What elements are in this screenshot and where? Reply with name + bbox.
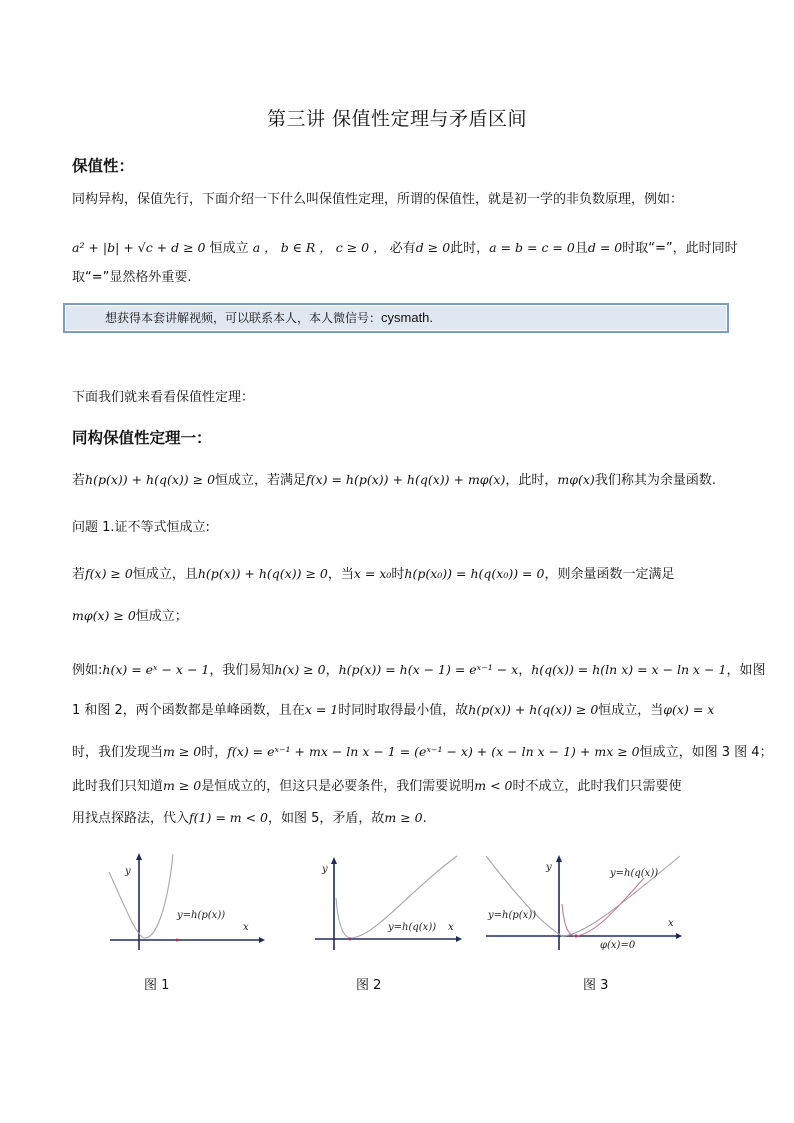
math-expression: h(p(x)) = h(x − 1) = eˣ⁻¹ − x bbox=[338, 662, 519, 677]
figure-2-graph bbox=[312, 852, 462, 952]
math-expression: x = x₀ bbox=[353, 566, 392, 581]
text-fragment: 时取“=”，此时同时 bbox=[622, 241, 738, 256]
paragraph-example-line4 bbox=[72, 776, 682, 797]
curve-label-h-p: y=h(p(x)) bbox=[488, 910, 537, 921]
text-fragment: ， bbox=[518, 663, 532, 678]
math-expression: m ≥ 0 bbox=[384, 810, 423, 825]
text-fragment: . bbox=[422, 811, 427, 826]
math-expression: h(x) = eˣ − x − 1 bbox=[102, 662, 210, 677]
x-axis-label: x bbox=[668, 918, 674, 929]
text-fragment: 必有 bbox=[389, 241, 416, 256]
curve-label-phi: φ(x)=0 bbox=[600, 940, 636, 951]
text-fragment: 此时我们只知道 bbox=[72, 779, 164, 794]
math-expression: f(x) = eˣ⁻¹ + mx − ln x − 1 = (eˣ⁻¹ − x) + (x − ln x − 1) + mx ≥ 0 bbox=[227, 744, 640, 759]
math-expression: d = 0 bbox=[587, 240, 623, 255]
text-fragment: 例如: bbox=[72, 663, 103, 678]
text-fragment: 恒成立，且 bbox=[132, 567, 198, 582]
min-point bbox=[575, 935, 578, 938]
x-axis-arrow bbox=[676, 933, 682, 939]
figure-3-graph bbox=[484, 852, 684, 952]
y-axis-arrow bbox=[331, 857, 337, 864]
text-fragment: 恒成立； bbox=[135, 609, 188, 624]
paragraph-example-line bbox=[72, 238, 738, 259]
text-fragment: 若 bbox=[72, 567, 86, 582]
curve-h-p bbox=[109, 854, 173, 938]
text-fragment: 时同时取得最小值，故 bbox=[338, 703, 469, 718]
contact-note-text: 想获得本套讲解视频，可以联系本人，本人微信号： bbox=[105, 311, 382, 325]
math-expression: x = 1 bbox=[304, 702, 339, 717]
math-expression: h(q(x)) = h(ln x) = x − ln x − 1 bbox=[531, 662, 727, 677]
math-expression: m < 0 bbox=[474, 778, 513, 793]
math-expression: d ≥ 0 bbox=[415, 240, 451, 255]
paragraph-example-line2 bbox=[72, 700, 714, 721]
text-fragment: ，则余量函数一定满足 bbox=[544, 567, 675, 582]
text-fragment: 恒成立，如图 3 图 4； bbox=[639, 745, 773, 760]
text-fragment: ，此时， bbox=[505, 473, 558, 488]
math-expression: mφ(x) ≥ 0 bbox=[72, 608, 136, 623]
text-fragment: 用找点探路法，代入 bbox=[72, 811, 190, 826]
paragraph-example-line3 bbox=[72, 742, 773, 763]
text-fragment: 时 bbox=[391, 567, 405, 582]
math-expression: mφ(x) bbox=[557, 472, 595, 487]
math-expression: a ， b ∈ R ， c ≥ 0 ， bbox=[252, 240, 386, 255]
y-axis-label: y bbox=[546, 862, 552, 873]
figure-3-caption: 图 3 bbox=[583, 978, 609, 993]
figure-1-caption: 图 1 bbox=[144, 978, 170, 993]
math-expression: h(p(x₀)) = h(q(x₀)) = 0 bbox=[404, 566, 545, 581]
y-axis-arrow bbox=[136, 853, 142, 860]
text-fragment: 1 和图 2，两个函数都是单峰函数，且在 bbox=[72, 703, 305, 718]
text-fragment: ，如图 bbox=[726, 663, 766, 678]
math-expression: h(x) ≥ 0 bbox=[274, 662, 326, 677]
x-axis-arrow bbox=[259, 937, 265, 943]
curve-label: y=h(p(x)) bbox=[177, 910, 226, 921]
text-fragment: 此时， bbox=[450, 241, 490, 256]
math-expression: a = b = c = 0 bbox=[489, 240, 575, 255]
curve-h-q bbox=[562, 878, 644, 936]
paragraph-section-intro: 下面我们就来看看保值性定理： bbox=[72, 390, 255, 405]
x-axis-arrow bbox=[456, 936, 462, 942]
math-expression: f(x) = h(p(x)) + h(q(x)) + mφ(x) bbox=[306, 472, 506, 487]
wechat-id: cysmath. bbox=[381, 310, 434, 325]
paragraph-problem-line1 bbox=[72, 564, 674, 585]
paragraph-note-equal: 取“=”显然格外重要. bbox=[72, 270, 192, 285]
text-fragment: 若 bbox=[72, 473, 86, 488]
y-axis-label: y bbox=[322, 864, 328, 875]
math-expression: m ≥ 0 bbox=[163, 744, 202, 759]
math-expression: f(x) ≥ 0 bbox=[85, 566, 133, 581]
paragraph-example-line5 bbox=[72, 808, 427, 829]
text-fragment: 时， bbox=[201, 745, 228, 760]
paragraph-intro: 同构异构，保值先行，下面介绍一下什么叫保值性定理，所谓的保值性，就是初一学的非负数原理，例如： bbox=[72, 192, 684, 207]
text-fragment: 是恒成立的，但这只是必要条件，我们需要说明 bbox=[201, 779, 475, 794]
x-axis-label: x bbox=[448, 922, 454, 933]
math-expression: a² + |b| + √c + d ≥ 0 bbox=[72, 240, 206, 255]
section-heading-theorem: 同构保值性定理一： bbox=[72, 429, 212, 447]
math-expression: h(p(x)) + h(q(x)) ≥ 0 bbox=[85, 472, 216, 487]
figure-2-caption: 图 2 bbox=[356, 978, 382, 993]
section-heading-preservation: 保值性： bbox=[72, 157, 135, 175]
min-point bbox=[176, 939, 179, 942]
text-fragment: 且 bbox=[574, 241, 588, 256]
y-axis-arrow bbox=[556, 855, 562, 862]
contact-note-box bbox=[63, 303, 729, 333]
y-axis-label: y bbox=[125, 866, 131, 877]
curve-label: y=h(q(x)) bbox=[388, 922, 437, 933]
text-fragment: 时不成立，此时我们只需要使 bbox=[512, 779, 682, 794]
min-point bbox=[349, 938, 352, 941]
math-expression: h(p(x)) + h(q(x)) ≥ 0 bbox=[468, 702, 599, 717]
text-fragment: ，我们易知 bbox=[209, 663, 275, 678]
text-fragment: 我们称其为余量函数. bbox=[594, 473, 716, 488]
paragraph-example-line1 bbox=[72, 660, 765, 681]
figure-1-graph bbox=[105, 852, 265, 952]
paragraph-definition bbox=[72, 470, 716, 491]
curve-label-h-q: y=h(q(x)) bbox=[610, 868, 659, 879]
page-title: 第三讲 保值性定理与矛盾区间 bbox=[266, 108, 528, 130]
text-fragment: ，如图 5，矛盾，故 bbox=[268, 811, 385, 826]
math-expression: f(1) = m < 0 bbox=[189, 810, 268, 825]
text-fragment: ，当 bbox=[327, 567, 354, 582]
x-axis-label: x bbox=[243, 922, 249, 933]
math-expression: h(p(x)) + h(q(x)) ≥ 0 bbox=[197, 566, 328, 581]
text-fragment: 恒成立，若满足 bbox=[215, 473, 307, 488]
problem-title: 问题 1.证不等式恒成立: bbox=[72, 520, 210, 535]
text-fragment: 时，我们发现当 bbox=[72, 745, 164, 760]
text-fragment: 恒成立 bbox=[209, 241, 249, 256]
math-expression: m ≥ 0 bbox=[163, 778, 202, 793]
paragraph-problem-line2 bbox=[72, 606, 188, 627]
text-fragment: ， bbox=[325, 663, 339, 678]
text-fragment: 恒成立，当 bbox=[598, 703, 664, 718]
math-expression: φ(x) = x bbox=[663, 702, 715, 717]
